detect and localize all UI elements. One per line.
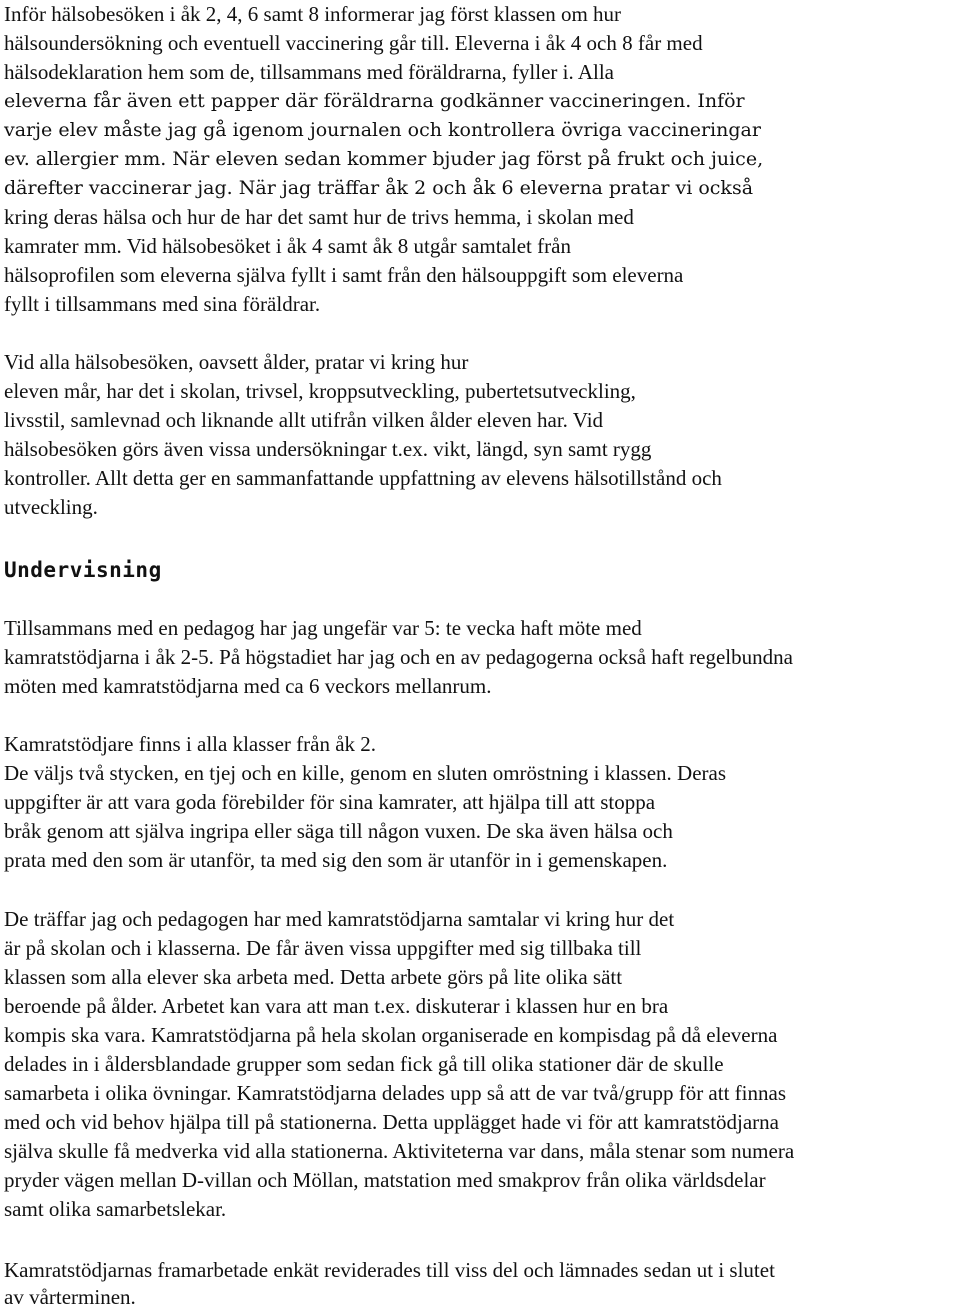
- text-line: Kamratstödjare finns i alla klasser från åk 2.: [4, 732, 377, 756]
- text-line: Kamratstödjarnas framarbetade enkät reviderades till viss del och lämnades sedan ut i slutet: [4, 1258, 775, 1282]
- text-line: kontroller. Allt detta ger en sammanfattande uppfattning av elevens hälsotillstånd och: [4, 466, 722, 490]
- text-line: fyllt i tillsammans med sina föräldrar.: [4, 292, 321, 316]
- text-line: Vid alla hälsobesöken, oavsett ålder, pratar vi kring hur: [4, 350, 469, 374]
- section-heading: Undervisning: [4, 558, 162, 582]
- text-line: samarbeta i olika övningar. Kamratstödjarna delades upp så att de var två/grupp för att finnas: [4, 1081, 786, 1105]
- text-line: delades in i åldersblandade grupper som sedan fick gå till olika stationer där de skulle: [4, 1052, 724, 1076]
- text-line: klassen som alla elever ska arbeta med. Detta arbete görs på lite olika sätt: [4, 965, 623, 989]
- text-line: Tillsammans med en pedagog har jag ungefär var 5: te vecka haft möte med: [4, 616, 642, 640]
- text-line: själva skulle få medverka vid alla stationerna. Aktiviteterna var dans, måla stenar som numera: [4, 1139, 795, 1163]
- text-line: bråk genom att själva ingripa eller säga till någon vuxen. De ska även hälsa och: [4, 819, 673, 843]
- text-line: uppgifter är att vara goda förebilder för sina kamrater, att hjälpa till att stoppa: [4, 790, 656, 814]
- text-line: med och vid behov hjälpa till på stationerna. Detta upplägget hade vi för att kamratstödjarna: [4, 1110, 780, 1134]
- text-line: De träffar jag och pedagogen har med kamratstödjarna samtalar vi kring hur det: [4, 907, 675, 931]
- text-line: hälsobesöken görs även vissa undersökningar t.ex. vikt, längd, syn samt rygg: [4, 437, 652, 461]
- text-line: prata med den som är utanför, ta med sig den som är utanför in i gemenskapen.: [4, 848, 668, 872]
- text-line: beroende på ålder. Arbetet kan vara att man t.ex. diskuterar i klassen hur en bra: [4, 994, 669, 1018]
- text-line: därefter vaccinerar jag. När jag träffar åk 2 och åk 6 eleverna pratar vi också: [4, 177, 754, 199]
- text-line: kompis ska vara. Kamratstödjarna på hela skolan organiserade en kompisdag på då eleverna: [4, 1023, 778, 1047]
- text-line: samt olika samarbetslekar.: [4, 1197, 227, 1221]
- text-line: möten med kamratstödjarna med ca 6 veckors mellanrum.: [4, 674, 492, 698]
- text-line: varje elev måste jag gå igenom journalen och kontrollera övriga vaccineringar: [4, 119, 761, 141]
- text-line: eleverna får även ett papper där föräldrarna godkänner vaccineringen. Inför: [4, 90, 745, 112]
- text-line: hälsoprofilen som eleverna själva fyllt i samt från den hälsouppgift som eleverna: [4, 263, 684, 287]
- text-line: Inför hälsobesöken i åk 2, 4, 6 samt 8 informerar jag först klassen om hur: [4, 2, 622, 26]
- text-line: eleven mår, har det i skolan, trivsel, kroppsutveckling, pubertetsutveckling,: [4, 379, 636, 403]
- text-line: utveckling.: [4, 495, 98, 519]
- text-line: pryder vägen mellan D-villan och Möllan, matstation med smakprov från olika världsdelar: [4, 1168, 766, 1192]
- text-line: livsstil, samlevnad och liknande allt utifrån vilken ålder eleven har. Vid: [4, 408, 604, 432]
- text-line: kamratstödjarna i åk 2-5. På högstadiet har jag och en av pedagogerna också haft regelbundna: [4, 645, 793, 669]
- text-line: ev. allergier mm. När eleven sedan kommer bjuder jag först på frukt och juice,: [4, 148, 764, 170]
- text-line: hälsoundersökning och eventuell vaccinering går till. Eleverna i åk 4 och 8 får med: [4, 31, 703, 55]
- text-line: hälsodeklaration hem som de, tillsammans med föräldrarna, fyller i. Alla: [4, 60, 614, 84]
- text-line: kring deras hälsa och hur de har det samt hur de trivs hemma, i skolan med: [4, 205, 634, 229]
- text-line: De väljs två stycken, en tjej och en kille, genom en sluten omröstning i klassen. Deras: [4, 761, 726, 785]
- text-line: är på skolan och i klasserna. De får även vissa uppgifter med sig tillbaka till: [4, 936, 642, 960]
- text-line: av vårterminen.: [4, 1285, 136, 1309]
- text-line: kamrater mm. Vid hälsobesöket i åk 4 samt åk 8 utgår samtalet från: [4, 234, 571, 258]
